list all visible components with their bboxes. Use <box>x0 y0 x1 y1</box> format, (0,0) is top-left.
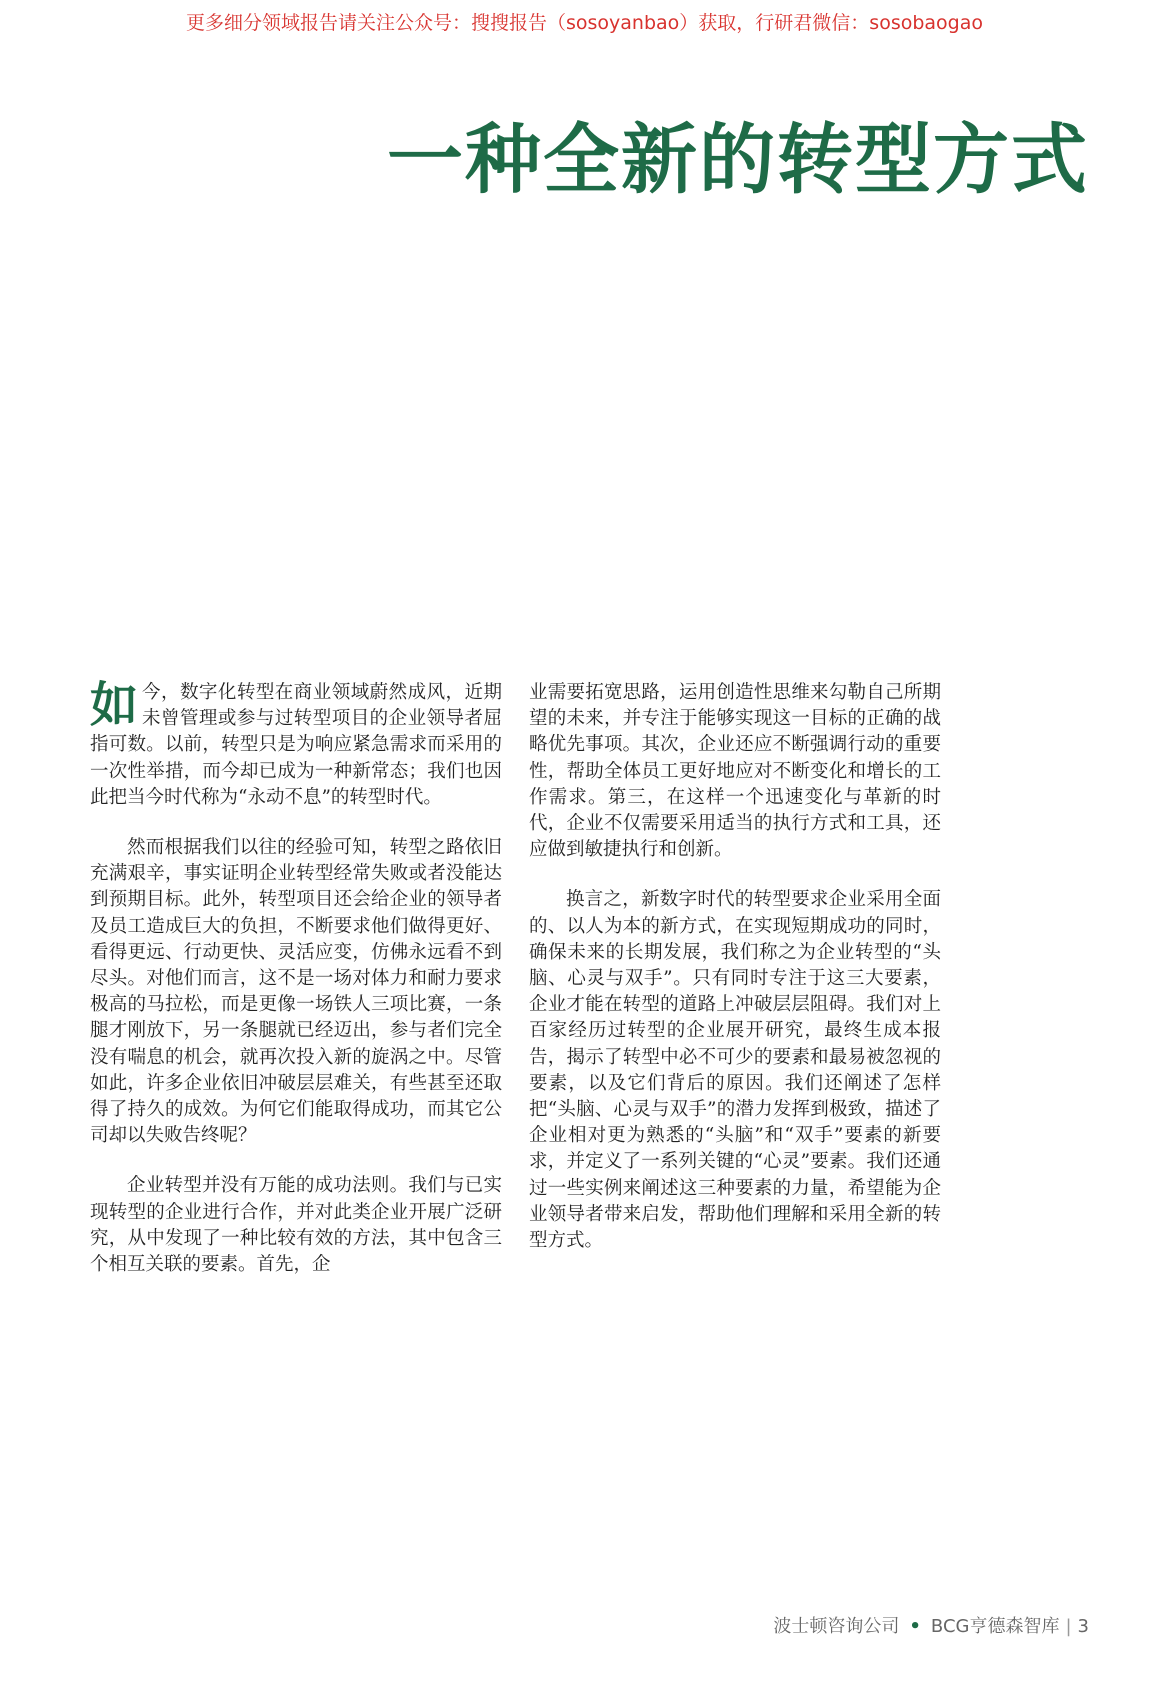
paragraph <box>90 677 502 811</box>
page-title: 一种全新的转型方式 <box>387 115 1089 204</box>
paragraph: 然而根据我们以往的经验可知，转型之路依旧充满艰辛，事实证明企业转型经常失败或者没能达到预期目标。此外，转型项目还会给企业的领导者及员工造成巨大的负担，不断要求他们做得更好、看得更远、行动更快、灵活应变，仿佛永远看不到尽头。对他们而言，这不是一场对体力和耐力要求极高的马拉松，而是更像一场铁人三项比赛，一条腿才刚放下，另一条腿就已经迈出，参与者们完全没有喘息的机会，就再次投入新的旋涡之中。尽管如此，许多企业依旧冲破层层难关，有些甚至还取得了持久的成效。为何它们能取得成功，而其它公司却以失败告终呢？ <box>90 837 502 1147</box>
paragraph: 业需要拓宽思路，运用创造性思维来勾勒自己所期望的未来，并专注于能够实现这一目标的正确的战略优先事项。其次，企业还应不断强调行动的重要性，帮助全体员工更好地应对不断变化和增长的工作需求。第三，在这样一个迅速变化与革新的时代，企业不仅需要采用适当的执行方式和工具，还应做到敏捷执行和创新。 <box>529 682 941 861</box>
page-number: 3 <box>1077 1616 1089 1637</box>
paragraph: 企业转型并没有万能的成功法则。我们与已实现转型的企业进行合作，并对此类企业开展广泛研究，从中发现了一种比较有效的方法，其中包含三个相互关联的要素。首先，企 <box>90 1175 502 1276</box>
left-column <box>90 677 502 1302</box>
paragraph: 换言之，新数字时代的转型要求企业采用全面的、以人为本的新方式，在实现短期成功的同时，确保未来的长期发展，我们称之为企业转型的“头脑、心灵与双手”。只有同时专注于这三大要素，企业才能在转型的道路上冲破层层阻碍。我们对上百家经历过转型的企业展开研究，最终生成本报告，揭示了转型中必不可少的要素和最易被忽视的要素，以及它们背后的原因。我们还阐述了怎样把“头脑、心灵与双手”的潜力发挥到极致，描述了企业相对更为熟悉的“头脑”和“双手”要素的新要求，并定义了一系列关键的“心灵”要素。我们还通过一些实例来阐述这三种要素的力量，希望能为企业领导者带来启发，帮助他们理解和采用全新的转型方式。 <box>529 889 941 1252</box>
footer-separator: | <box>1065 1616 1072 1637</box>
footer-dot: • <box>909 1616 921 1637</box>
right-column <box>529 680 941 1278</box>
footer-think-tank: BCG亨德森智库 <box>930 1616 1060 1637</box>
page-footer <box>773 1612 1089 1638</box>
paragraph-text: 今，数字化转型在商业领域蔚然成风，近期未曾管理或参与过转型项目的企业领导者屈指可数。以前，转型只是为响应紧急需求而采用的一次性举措，而今却已成为一种新常态；我们也因此把当今时代称为“永动不息”的转型时代。 <box>90 682 502 808</box>
drop-cap: 如 <box>90 677 139 733</box>
footer-company: 波士顿咨询公司 <box>773 1616 900 1637</box>
top-banner: 更多细分领域报告请关注公众号：搜搜报告（sosoyanbao）获取，行研君微信：sosobaogao <box>185 12 983 34</box>
